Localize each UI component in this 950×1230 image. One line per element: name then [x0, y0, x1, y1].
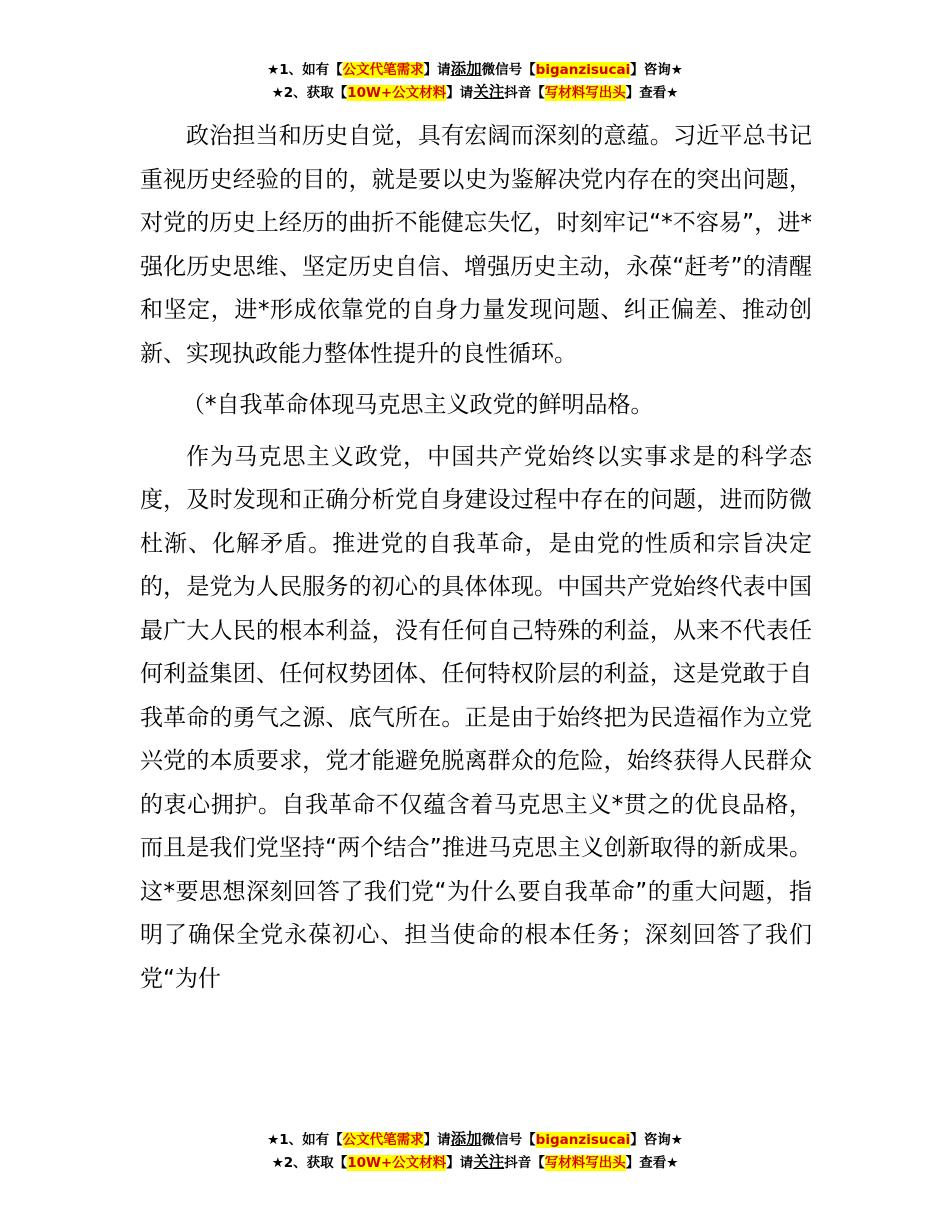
banner-text: 】请: [423, 62, 451, 78]
banner-wechat-id: biganzisucai: [535, 1132, 631, 1148]
banner-douyin-id: 写材料写出头: [544, 1155, 626, 1171]
banner-emphasis: 关注: [473, 83, 505, 101]
header-banner: [0, 58, 950, 104]
banner-highlight: 10W+公文材料: [347, 85, 447, 101]
banner-text: 】请: [423, 1132, 451, 1148]
banner-text: 微信号【: [481, 1132, 536, 1148]
document-body: [140, 115, 812, 1001]
section-heading: （*自我革命体现马克思主义政党的鲜明品格。: [182, 392, 654, 418]
banner-line-1: [0, 58, 950, 81]
footer-banner: [0, 1128, 950, 1174]
banner-text: ★2、获取【: [271, 1155, 348, 1171]
banner-text: 】查看★: [625, 1155, 679, 1171]
banner-emphasis: 关注: [473, 1153, 505, 1171]
banner-line-2: [0, 1151, 950, 1174]
banner-text: ★1、如有【: [267, 62, 343, 78]
banner-line-2: [0, 81, 950, 104]
banner-highlight: 公文代笔需求: [342, 1132, 424, 1148]
banner-highlight: 公文代笔需求: [342, 62, 424, 78]
banner-highlight: 10W+公文材料: [347, 1155, 447, 1171]
body-paragraph: 作为马克思主义政党，中国共产党始终以实事求是的科学态度，及时发现和正确分析党自身建设过程中存在的问题，进而防微杜渐、化解矛盾。推进党的自我革命，是由党的性质和宗旨决定的，是党为人民服务的初心的具体体现。中国共产党始终代表中国最广大人民的根本利益，没有任何自己特殊的利益，从来不代表任何利益集团、任何权势团体、任何特权阶层的利益，这是党敢于自我革命的勇气之源、底气所在。正是由于始终把为民造福作为立党兴党的本质要求，党才能避免脱离群众的危险，始终获得人民群众的衷心拥护。自我革命不仅蕴含着马克思主义*贯之的优良品格，而且是我们党坚持“两个结合”推进马克思主义创新取得的新成果。这*要思想深刻回答了我们党“为什么要自我革命”的重大问题，指明了确保全党永葆初心、担当使命的根本任务；深刻回答了我们党“为什: [140, 443, 812, 992]
banner-text: ★2、获取【: [271, 85, 348, 101]
body-paragraph: 政治担当和历史自觉，具有宏阔而深刻的意蕴。习近平总书记重视历史经验的目的，就是要以史为鉴解决党内存在的突出问题，对党的历史上经历的曲折不能健忘失忆，时刻牢记“*不容易”，进*强化历史思维、坚定历史自信、增强历史主动，永葆“赶考”的清醒和坚定，进*形成依靠党的自身力量发现问题、纠正偏差、推动创新、实现执政能力整体性提升的良性循环。: [140, 123, 812, 367]
banner-text: ★1、如有【: [267, 1132, 343, 1148]
banner-emphasis: 添加: [450, 60, 482, 78]
banner-text: 】咨询★: [630, 62, 683, 78]
banner-text: 】查看★: [625, 85, 679, 101]
banner-text: 抖音【: [504, 1155, 545, 1171]
banner-text: 】咨询★: [630, 1132, 683, 1148]
banner-text: 】请: [446, 1155, 474, 1171]
banner-wechat-id: biganzisucai: [535, 62, 631, 78]
banner-line-1: [0, 1128, 950, 1151]
banner-douyin-id: 写材料写出头: [544, 85, 626, 101]
banner-text: 抖音【: [504, 85, 545, 101]
banner-text: 】请: [446, 85, 474, 101]
banner-emphasis: 添加: [450, 1130, 482, 1148]
banner-text: 微信号【: [481, 62, 536, 78]
